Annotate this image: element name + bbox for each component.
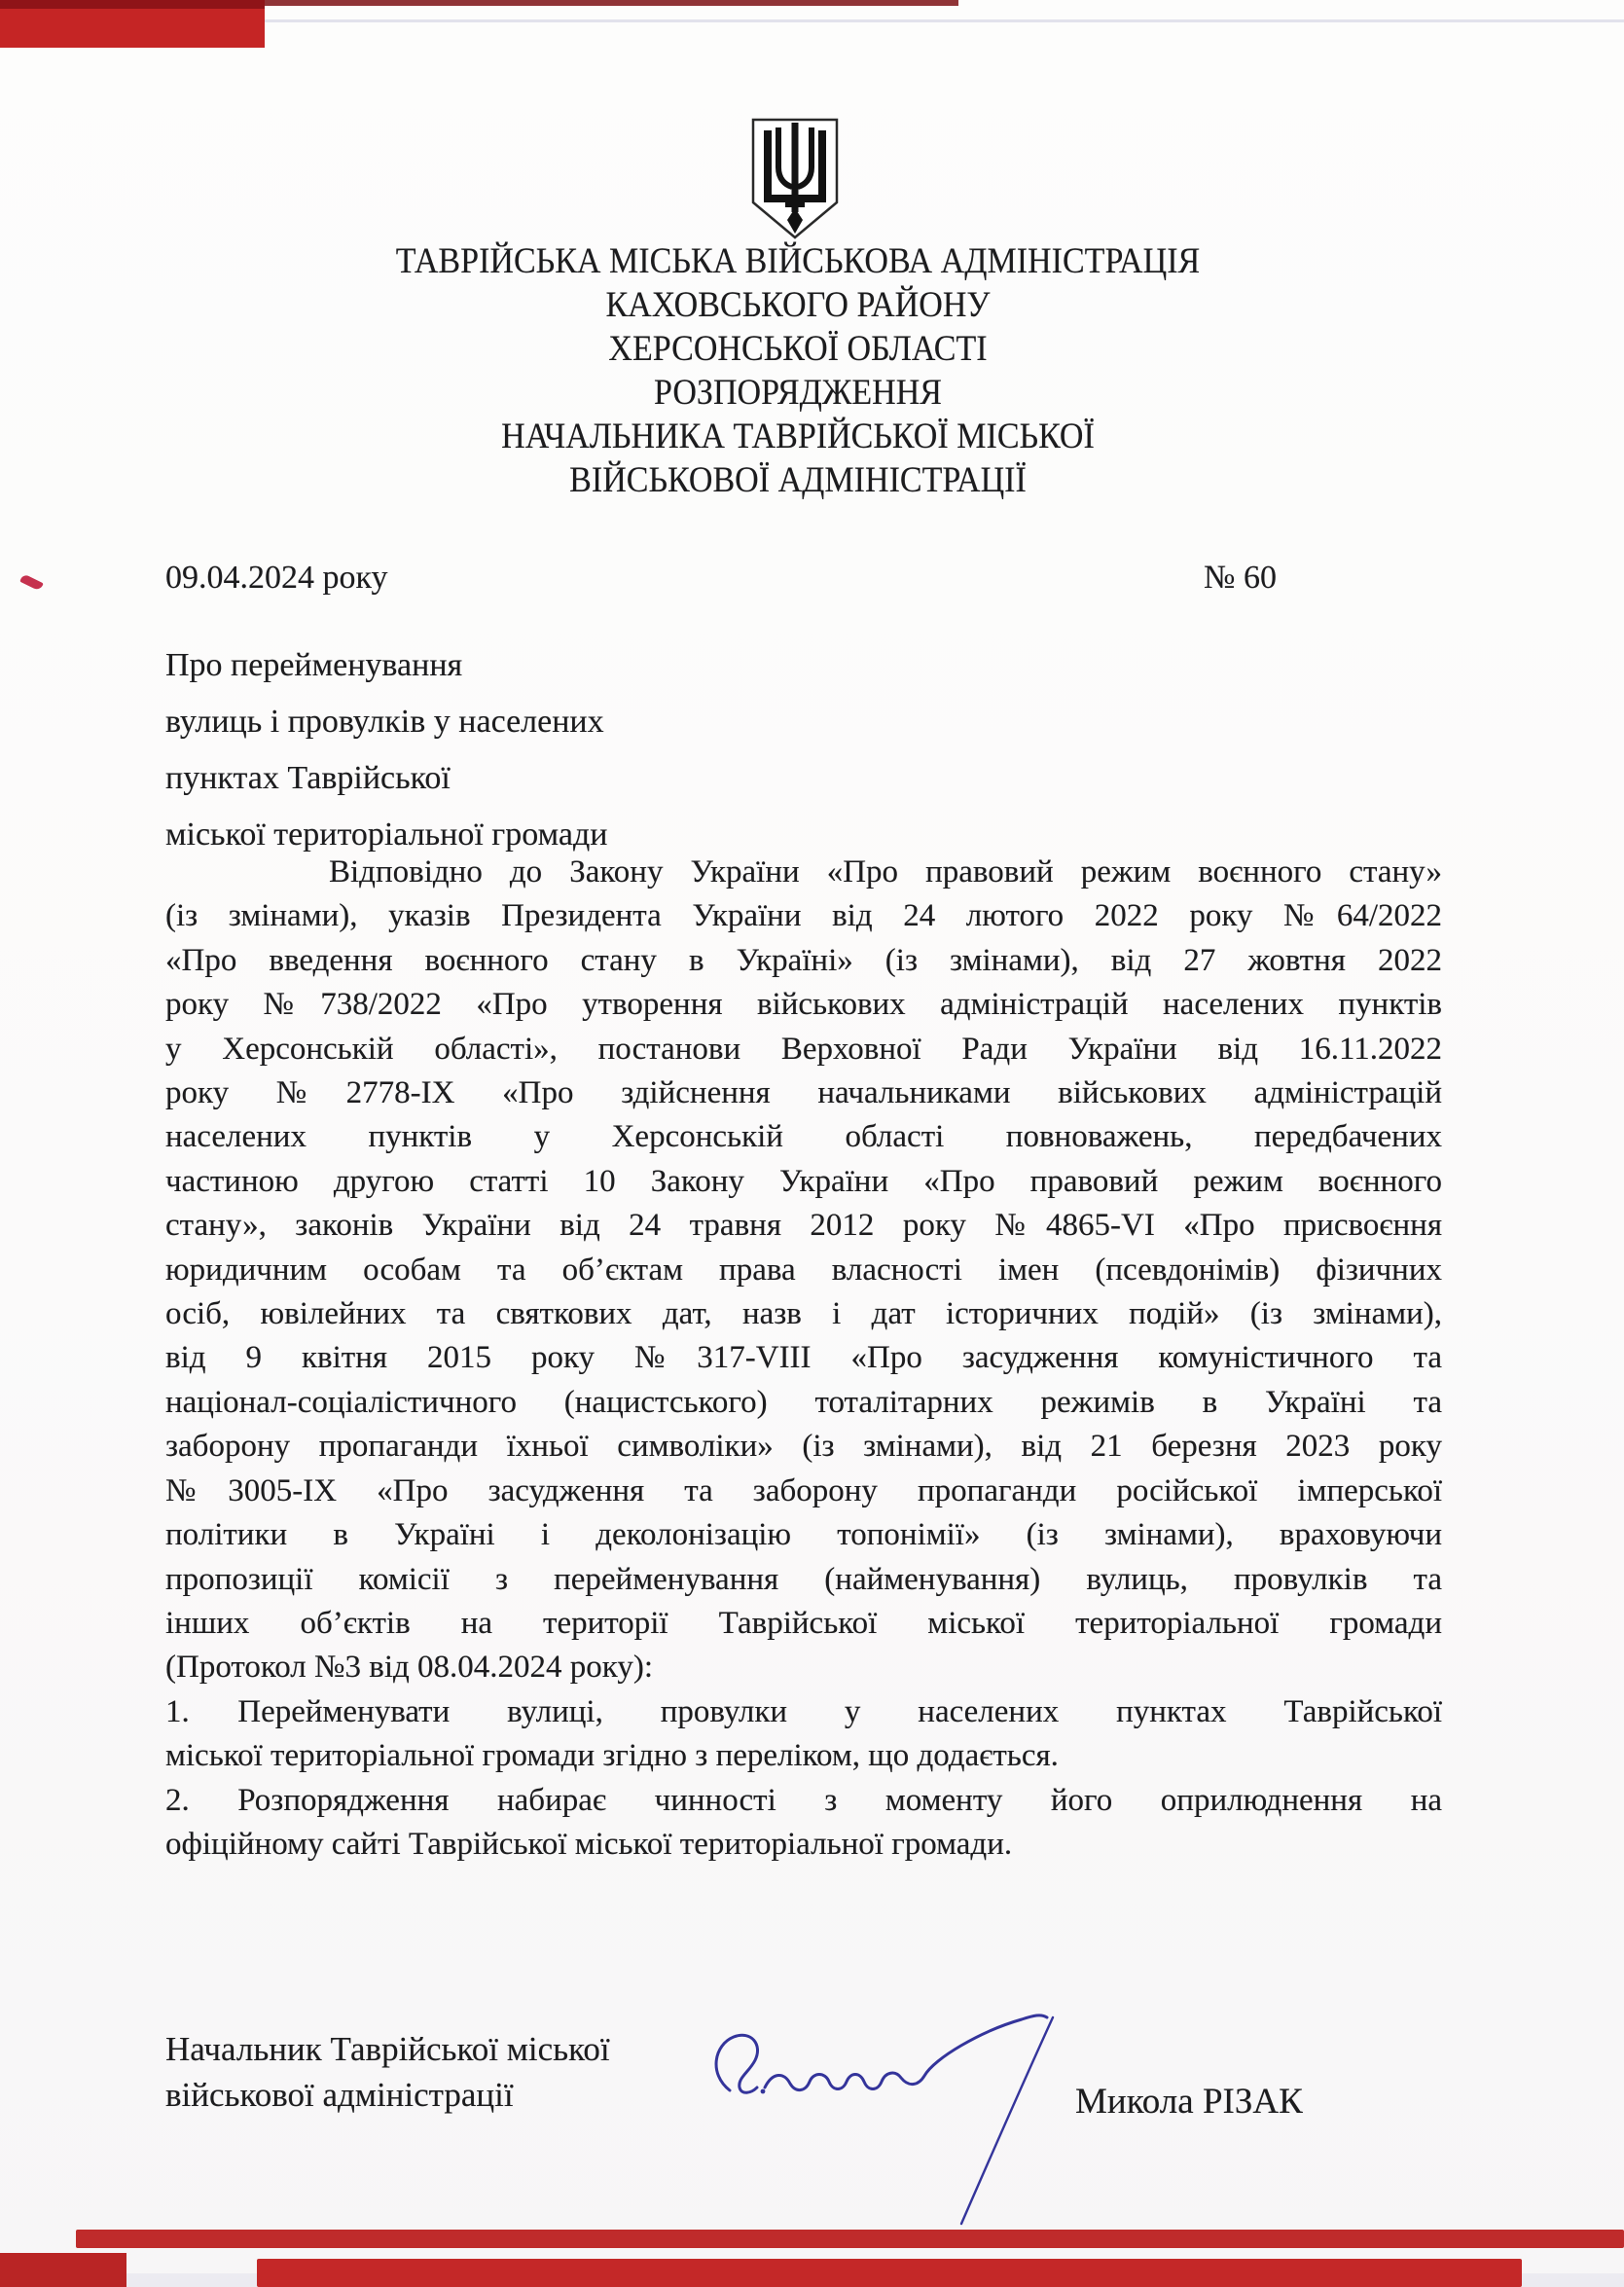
scan-red-top-block-shade — [0, 0, 265, 9]
signoff-position — [165, 2026, 610, 2118]
subject-line: Про перейменування — [165, 647, 463, 683]
signature-diagonal-stroke — [961, 2017, 1053, 2224]
document-date: 09.04.2024 року — [165, 560, 388, 596]
body-line: «Про введення воєнного стану в Україні» (із змінами), від 27 жовтня 2022 — [165, 942, 1442, 978]
header-line: РОЗПОРЯДЖЕННЯ — [653, 373, 943, 413]
body-item-1 — [165, 1690, 1442, 1779]
document-header — [359, 239, 1237, 502]
body-line: у Херсонській області», постанови Верховної Ради України від 16.11.2022 — [165, 1031, 1442, 1067]
subject-line: пунктах Таврійської — [165, 760, 451, 796]
body-line: пропозиції комісії з перейменування (найменування) вулиць, провулків та — [165, 1561, 1442, 1597]
body-line: (із змінами), указів Президента України від 24 лютого 2022 року №64/2022 — [165, 898, 1442, 934]
body-paragraph — [165, 851, 1442, 1690]
body-line: інших об’єктів на території Таврійської міської територіальної громади — [165, 1605, 1442, 1641]
body-line: стану», законів України від 24 травня 2012 року №4865-VI «Про присвоєння — [165, 1208, 1442, 1244]
body-line: політики в Україні і деколонізацію топонімії» (із змінами), враховуючи — [165, 1517, 1442, 1553]
item-line: 2. Розпорядження набирає чинності з моменту його оприлюднення на — [165, 1782, 1442, 1818]
ukraine-trident-emblem — [746, 117, 844, 241]
body-line: від 9 квітня 2015 року №317-VIII «Про засудження комуністичного та — [165, 1340, 1442, 1376]
document-number: № 60 — [1204, 560, 1277, 596]
item-line: офіційному сайті Таврійської міської територіальної громади. — [165, 1826, 1013, 1862]
body-line: заборону пропаганди їхньої символіки» (із змінами), від 21 березня 2023 року — [165, 1429, 1442, 1465]
document-body — [165, 851, 1442, 1867]
body-line: юридичним особам та об’єктам права власності імен (псевдонімів) фізичних — [165, 1252, 1442, 1288]
header-line: ХЕРСОНСЬКОЇ ОБЛАСТІ — [608, 329, 988, 369]
item-line: міської територіальної громади згідно з переліком, що додається. — [165, 1738, 1059, 1774]
body-line: націонал-соціалістичного (нацистського) тоталітарних режимів в Україні та — [165, 1384, 1442, 1420]
subject-line: вулиць і провулків у населених — [165, 704, 604, 740]
signature-flourish — [716, 2035, 757, 2092]
signature-autograph — [701, 1998, 1109, 2236]
scan-red-bottom-strip-2 — [257, 2259, 1522, 2287]
body-line: року №738/2022 «Про утворення військових адміністрацій населених пунктів — [165, 987, 1442, 1023]
signoff-position-line: військової адміністрації — [165, 2076, 514, 2114]
signature-wave — [765, 2015, 1047, 2090]
subject-line: міської територіальної громади — [165, 817, 608, 853]
header-line: ВІЙСЬКОВОЇ АДМІНІСТРАЦІЇ — [569, 460, 1027, 500]
body-line: осіб, ювілейних та святкових дат, назв і дат історичних подій» (із змінами), — [165, 1296, 1442, 1332]
scan-red-bottom-corner — [0, 2253, 126, 2287]
signature-dot — [761, 2089, 766, 2094]
header-line: КАХОВСЬКОГО РАЙОНУ — [605, 285, 991, 325]
body-line: №3005-ІХ «Про засудження та заборону пропаганди російської імперської — [165, 1472, 1442, 1508]
scan-red-top-block — [0, 0, 265, 48]
body-line: Відповідно до Закону України «Про правовий режим воєнного стану» — [329, 854, 1442, 889]
signoff-name: Микола РІЗАК — [1075, 2082, 1303, 2122]
body-item-2 — [165, 1779, 1442, 1868]
signoff-position-line: Начальник Таврійської міської — [165, 2030, 610, 2068]
body-line: частиною другою статті 10 Закону України «Про правовий режим воєнного — [165, 1163, 1442, 1199]
scan-red-tick — [19, 573, 44, 591]
document-subject — [165, 637, 847, 863]
body-line: (Протокол №3 від 08.04.2024 року): — [165, 1650, 654, 1686]
item-line: 1. Перейменувати вулиці, провулки у населених пунктах Таврійської — [165, 1693, 1442, 1729]
header-line: НАЧАЛЬНИКА ТАВРІЙСЬКОЇ МІСЬКОЇ — [501, 417, 1095, 456]
header-line: ТАВРІЙСЬКА МІСЬКА ВІЙСЬКОВА АДМІНІСТРАЦІЯ — [395, 241, 1201, 281]
body-line: населених пунктів у Херсонській області повноважень, передбачених — [165, 1119, 1442, 1155]
body-line: року №2778-ІХ «Про здійснення начальниками військових адміністрацій — [165, 1075, 1442, 1111]
